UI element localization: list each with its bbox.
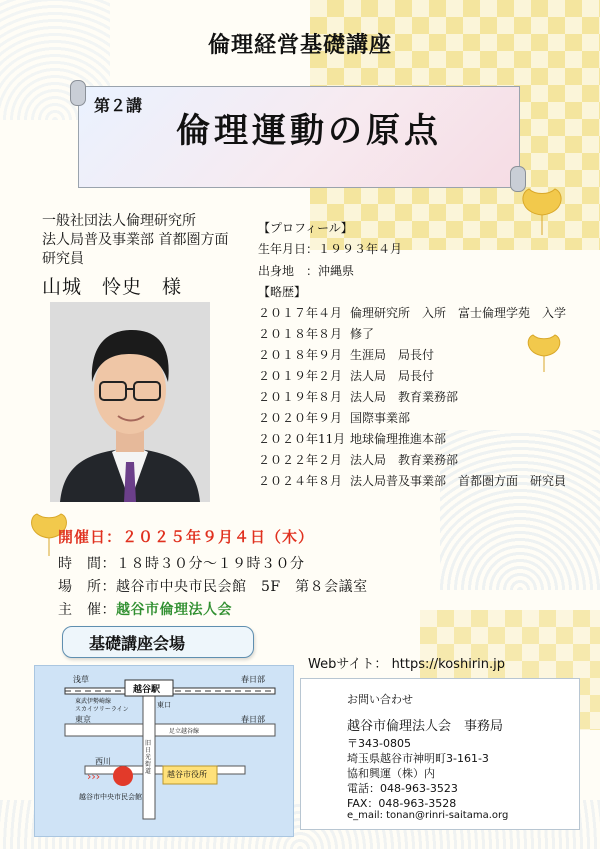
venue-map — [34, 665, 294, 837]
lecture-number: 第２講 — [94, 96, 143, 115]
contact-tel: 電話：048-963-3523 — [347, 782, 458, 795]
banner-rod-left — [70, 80, 86, 106]
banner-rod-right — [510, 166, 526, 192]
history-row: ２０１９年８月 法人局 教育業務部 — [258, 390, 459, 404]
map-label-kasukabe-road: 春日部 — [241, 715, 265, 724]
page-title: 倫理経営基礎講座 — [207, 32, 392, 58]
map-drawing — [35, 666, 293, 836]
map-label-exit: 東口 — [157, 701, 171, 709]
map-label-tokyo: 東京 — [75, 715, 91, 724]
map-label-line: 東武伊勢崎線 — [75, 698, 112, 705]
portrait-image — [50, 302, 210, 502]
speaker-affiliation-3: 研究員 — [42, 251, 84, 267]
speaker-name: 山城 怜史 様 — [42, 276, 183, 298]
contact-address: 埼玉県越谷市神明町3-161-3 — [347, 752, 489, 765]
map-label-kasukabe: 春日部 — [241, 675, 265, 684]
history-heading: 【略歴】 — [258, 285, 307, 299]
speaker-photo — [50, 302, 210, 502]
ginkgo-leaf-icon — [515, 185, 569, 239]
history-row: ２０２０年11月 地球倫理推進本部 — [258, 432, 447, 446]
map-label-station: 越谷駅 — [133, 685, 161, 695]
profile-heading: 【プロフィール】 — [258, 221, 353, 235]
map-label-river: 西川 — [95, 757, 111, 766]
venue-tab-label: 基礎講座会場 — [89, 634, 186, 653]
speaker-affiliation-2: 法人局普及事業部 首都圏方面 — [42, 232, 229, 248]
website-text: Webサイト： https://koshirin.jp — [308, 657, 505, 672]
map-label-road: 足立越谷線 — [169, 728, 200, 735]
contact-email[interactable]: e_mail: tonan@rinri-saitama.org — [347, 810, 509, 821]
history-row: ２０１９年２月 法人局 局長付 — [258, 369, 435, 383]
map-label-city-hall: 越谷市役所 — [167, 770, 207, 779]
event-place: 場 所：越谷市中央市民会館 5F 第８会議室 — [58, 579, 368, 595]
history-row: ２０１８年９月 生涯局 局長付 — [258, 348, 435, 362]
history-row: ２０１８年８月 修了 — [258, 327, 375, 341]
ginkgo-leaf-icon — [522, 332, 566, 376]
contact-heading: お問い合わせ — [347, 693, 413, 706]
contact-address2: 協和興運（株）内 — [347, 767, 435, 780]
history-row: ２０２０年９月 国際事業部 — [258, 411, 411, 425]
event-host: 主 催：越谷市倫理法人会 — [58, 602, 232, 618]
lecture-title: 倫理運動の原点 — [176, 111, 442, 151]
history-row: ２０２２年２月 法人局 教育業務部 — [258, 453, 459, 467]
wave-pattern-right — [440, 430, 600, 590]
contact-fax: FAX：048-963-3528 — [347, 797, 457, 810]
svg-text:›››: ››› — [87, 770, 101, 783]
contact-box — [300, 678, 580, 830]
speaker-affiliation-1: 一般社団法人倫理研究所 — [42, 213, 196, 229]
venue-tab — [62, 626, 254, 658]
map-label-line2: スカイツリーライン — [75, 706, 129, 713]
contact-org: 越谷市倫理法人会 事務局 — [347, 719, 504, 734]
contact-postal: 〒343-0805 — [347, 737, 411, 750]
profile-origin: 出身地 ：沖縄県 — [258, 264, 355, 278]
map-label-asakusa: 浅草 — [73, 675, 89, 684]
event-time: 時 間：１８時３０分～１９時３０分 — [58, 556, 305, 572]
profile-birth: 生年月日：１９９３年４月 — [258, 242, 403, 256]
history-row: ２０２４年８月 法人局普及事業部 首都圏方面 研究員 — [258, 474, 567, 488]
map-label-hall: 越谷市中央市民会館 — [79, 793, 142, 801]
map-label-road-vertical: 旧日光街道 — [145, 740, 152, 775]
history-row: ２０１７年４月 倫理研究所 入所 富士倫理学苑 入学 — [258, 306, 567, 320]
event-date: 開催日：２０２５年９月４日（木） — [58, 528, 315, 546]
